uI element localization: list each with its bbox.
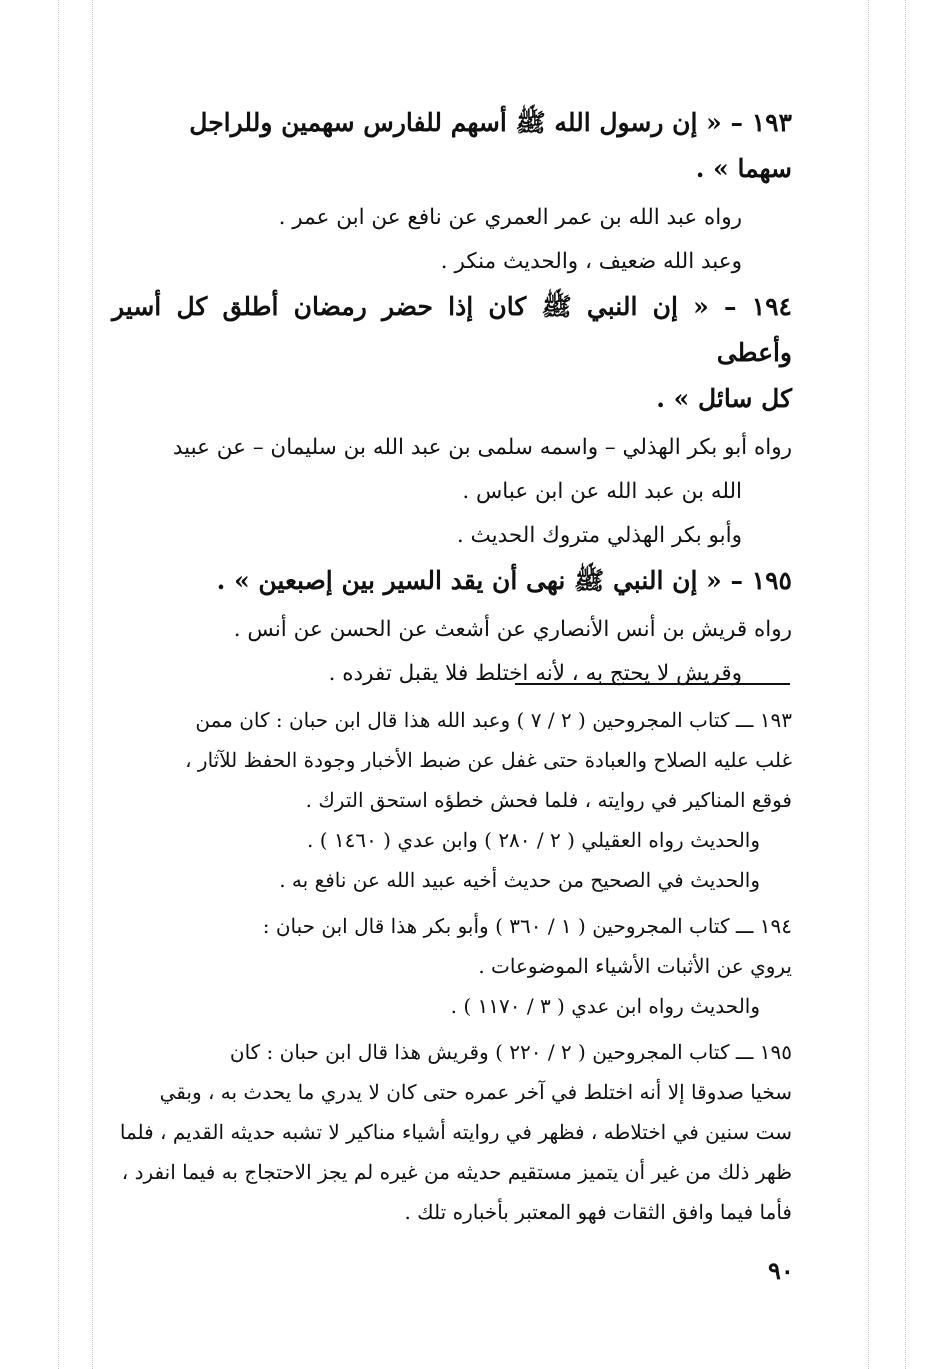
footnote-line: ست سنين في اختلاطه ، فظهر في روايته أشياء مناكير لا تشبه حديثه القديم ، فلما	[119, 1120, 792, 1144]
hadith-193-line2: سهما » .	[695, 154, 792, 183]
hadith-194-note: رواه أبو بكر الهذلي – واسمه سلمى بن عبد الله بن سليمان – عن عبيد	[172, 435, 792, 460]
hadith-195-line1: ١٩٥ – « إن النبي ﷺ نهى أن يقد السير بين إصبعين » .	[216, 566, 792, 595]
hadith-194-line1: ١٩٤ – « إن النبي ﷺ كان إذا حضر رمضان أطلق كل أسير وأعطى	[112, 292, 792, 367]
scan-margin-line	[58, 0, 59, 1369]
hadith-193-note: رواه عبد الله بن عمر العمري عن نافع عن ابن عمر .	[278, 205, 742, 230]
footnote-line: يروي عن الأثبات الأشياء الموضوعات .	[478, 954, 792, 978]
footnote-line: والحديث رواه العقيلي ( ٢ / ٢٨٠ ) وابن عدي ( ١٤٦٠ ) .	[306, 828, 760, 852]
scan-margin-line	[868, 0, 869, 1369]
footnote-line: غلب عليه الصلاح والعبادة حتى غفل عن ضبط الأخبار وجودة الحفظ للآثار ،	[185, 748, 792, 772]
footnote-line: سخيا صدوقا إلا أنه اختلط في آخر عمره حتى كان لا يدري ما يحدث به ، وبقي	[159, 1080, 792, 1104]
footnotes	[112, 700, 792, 1238]
hadith-193-note: وعبد الله ضعيف ، والحديث منكر .	[440, 249, 742, 274]
footnote-separator	[515, 683, 790, 685]
main-text	[112, 92, 792, 696]
hadith-195-note: وقريش لا يحتج به ، لأنه اختلط فلا يقبل تفرده .	[328, 661, 742, 686]
footnote-194	[112, 906, 792, 1026]
hadith-194-note: الله بن عبد الله عن ابن عباس .	[462, 479, 742, 504]
hadith-193-line1: ١٩٣ – « إن رسول الله ﷺ أسهم للفارس سهمين وللراجل	[189, 108, 792, 137]
scan-margin-line	[905, 0, 906, 1369]
hadith-194-line2: كل سائل » .	[656, 384, 792, 413]
footnote-line: والحديث في الصحيح من حديث أخيه عبيد الله عن نافع به .	[279, 868, 760, 892]
footnote-line: فأما فيما وافق الثقات فهو المعتبر بأخباره تلك .	[404, 1200, 792, 1224]
footnote-line: ظهر ذلك من غير أن يتميز مستقيم حديثه من غيره لم يجز الاحتجاج به فيما انفرد ،	[121, 1160, 792, 1184]
scan-margin-line	[92, 0, 93, 1369]
footnote-195	[112, 1032, 792, 1232]
footnote-line: ١٩٤ ـــ كتاب المجروحين ( ١ / ٣٦٠ ) وأبو بكر هذا قال ابن حبان :	[262, 914, 792, 938]
hadith-195-note: رواه قريش بن أنس الأنصاري عن أشعث عن الحسن عن أنس .	[233, 617, 792, 642]
footnote-line: فوقع المناكير في روايته ، فلما فحش خطؤه استحق الترك .	[305, 788, 792, 812]
footnote-line: ١٩٣ ـــ كتاب المجروحين ( ٢ / ٧ ) وعبد الله هذا قال ابن حبان : كان ممن	[195, 708, 792, 732]
footnote-line: ١٩٥ ـــ كتاب المجروحين ( ٢ / ٢٢٠ ) وقريش هذا قال ابن حبان : كان	[229, 1040, 792, 1064]
page-number: ٩٠	[768, 1256, 794, 1285]
hadith-194-note: وأبو بكر الهذلي متروك الحديث .	[456, 523, 742, 548]
footnote-193	[112, 700, 792, 900]
footnote-line: والحديث رواه ابن عدي ( ٣ / ١١٧٠ ) .	[450, 994, 760, 1018]
